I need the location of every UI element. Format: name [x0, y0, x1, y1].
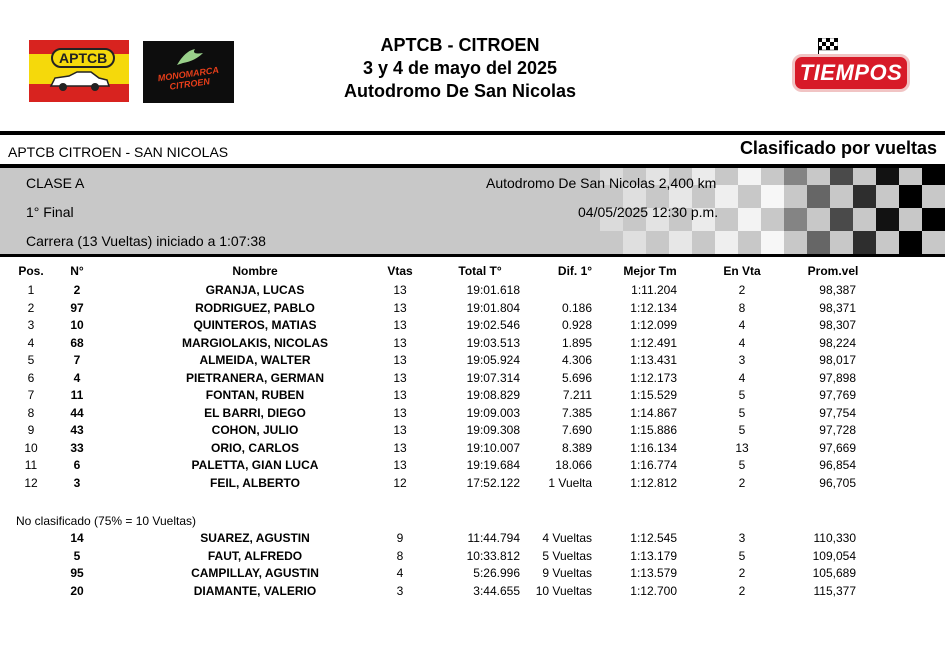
table-row — [0, 336, 945, 353]
cell-total-time: 10:33.812 — [466, 548, 520, 563]
cell-laps: 13 — [393, 353, 407, 367]
cell-on-lap: 5 — [738, 423, 746, 437]
checker-square — [784, 168, 807, 185]
divider-top — [0, 131, 945, 135]
cell-driver-name: SUAREZ, AGUSTIN — [200, 531, 310, 545]
cell-num: 33 — [70, 440, 84, 455]
cell-diff: 8.389 — [561, 440, 592, 455]
table-row — [0, 584, 945, 601]
checker-square — [807, 185, 830, 208]
cell-laps: 3 — [396, 583, 404, 598]
circuit-info: Autodromo De San Nicolas 2,400 km — [486, 175, 717, 191]
cell-total-time: 19:19.684 — [466, 458, 520, 472]
checker-square — [761, 231, 784, 254]
cell-on-lap: 2 — [738, 283, 746, 297]
cell-avg-speed: 97,669 — [819, 440, 856, 455]
race-datetime: 04/05/2025 12:30 p.m. — [578, 204, 719, 220]
cell-pos: 2 — [27, 300, 35, 315]
race-info: Carrera (13 Vueltas) iniciado a 1:07:38 — [26, 233, 266, 249]
cell-best-lap: 1:16.774 — [630, 458, 677, 472]
header-title-line3: Autodromo De San Nicolas — [343, 81, 577, 101]
cell-driver-name: RODRIGUEZ, PABLO — [195, 300, 315, 315]
cell-total-time: 19:01.618 — [466, 283, 520, 297]
cell-laps: 13 — [393, 388, 407, 402]
cell-on-lap: 4 — [738, 318, 746, 332]
cell-avg-speed: 115,377 — [813, 583, 856, 598]
table-row — [0, 371, 945, 388]
cell-driver-name: COHON, JULIO — [211, 423, 299, 437]
cell-num: 11 — [70, 388, 84, 402]
cell-laps: 13 — [393, 440, 407, 455]
cell-num: 68 — [70, 335, 84, 350]
cell-pos: 9 — [27, 423, 35, 437]
cell-total-time: 19:08.829 — [466, 388, 520, 402]
cell-diff: 5 Vueltas — [542, 548, 592, 563]
cell-on-lap: 2 — [738, 475, 746, 490]
cell-driver-name: EL BARRI, DIEGO — [204, 405, 306, 420]
cell-pos: 5 — [27, 353, 35, 367]
cell-total-time: 17:52.122 — [466, 475, 520, 490]
event-subtitle: APTCB CITROEN - SAN NICOLAS — [8, 144, 229, 160]
cell-avg-speed: 97,728 — [819, 423, 856, 437]
col-header-laps: Vtas — [387, 264, 413, 278]
table-row — [0, 549, 945, 566]
cell-laps: 13 — [393, 405, 407, 420]
cell-best-lap: 1:13.579 — [630, 566, 677, 580]
cell-laps: 13 — [393, 335, 407, 350]
divider-bottom — [0, 254, 945, 257]
cell-total-time: 19:01.804 — [466, 300, 520, 315]
table-row — [0, 531, 945, 548]
cell-diff: 10 Vueltas — [535, 583, 592, 598]
cell-driver-name: GRANJA, LUCAS — [205, 283, 305, 297]
cell-avg-speed: 97,754 — [819, 405, 856, 420]
cell-avg-speed: 98,387 — [819, 283, 856, 297]
table-row — [0, 388, 945, 405]
cell-on-lap: 5 — [738, 458, 746, 472]
table-row — [0, 441, 945, 458]
event-name: 1° Final — [26, 204, 74, 220]
cell-num: 20 — [70, 583, 84, 598]
tiempos-logo-text: TIEMPOS — [799, 60, 903, 85]
checker-square — [830, 168, 853, 185]
cell-avg-speed: 96,705 — [819, 475, 856, 490]
cell-num: 6 — [73, 458, 81, 472]
cell-diff: 9 Vueltas — [542, 566, 592, 580]
cell-num: 5 — [73, 548, 81, 563]
checker-square — [899, 231, 922, 254]
col-header-diff: Dif. 1° — [557, 264, 593, 278]
checker-square — [922, 208, 945, 231]
cell-avg-speed: 98,017 — [819, 353, 856, 367]
cell-pos: 1 — [27, 283, 35, 297]
cell-driver-name: FAUT, ALFREDO — [207, 548, 303, 563]
class-name: CLASE A — [26, 175, 85, 191]
cell-diff: 0.928 — [561, 318, 592, 332]
cell-pos: 10 — [24, 440, 38, 455]
table-row — [0, 353, 945, 370]
cell-diff: 7.211 — [562, 388, 592, 402]
cell-on-lap: 3 — [738, 531, 746, 545]
cell-avg-speed: 109,054 — [812, 548, 856, 563]
cell-best-lap: 1:12.545 — [630, 531, 677, 545]
cell-num: 2 — [73, 283, 81, 297]
cell-driver-name: ORIO, CARLOS — [210, 440, 299, 455]
col-header-avg-speed: Prom.vel — [807, 264, 859, 278]
cell-avg-speed: 98,224 — [819, 335, 856, 350]
cell-total-time: 11:44.794 — [467, 531, 520, 545]
cell-laps: 13 — [393, 318, 407, 332]
table-row — [0, 318, 945, 335]
cell-total-time: 5:26.996 — [473, 566, 520, 580]
cell-total-time: 3:44.655 — [473, 583, 520, 598]
cell-diff: 4.306 — [561, 353, 592, 367]
cell-num: 43 — [70, 423, 84, 437]
cell-driver-name: ALMEIDA, WALTER — [199, 353, 311, 367]
cell-driver-name: PALETTA, GIAN LUCA — [191, 458, 319, 472]
cell-total-time: 19:03.513 — [466, 335, 520, 350]
cell-best-lap: 1:12.099 — [630, 318, 677, 332]
cell-best-lap: 1:13.179 — [630, 548, 677, 563]
cell-laps: 8 — [396, 548, 404, 563]
sort-label: Clasificado por vueltas — [739, 138, 937, 158]
cell-best-lap: 1:12.491 — [630, 335, 677, 350]
cell-driver-name: CAMPILLAY, AGUSTIN — [191, 566, 319, 580]
cell-on-lap: 2 — [738, 566, 746, 580]
cell-best-lap: 1:11.204 — [631, 283, 677, 297]
cell-total-time: 19:10.007 — [466, 440, 520, 455]
table-row — [0, 476, 945, 493]
table-row — [0, 458, 945, 475]
checker-square — [807, 231, 830, 254]
cell-on-lap: 5 — [738, 548, 746, 563]
cell-avg-speed: 97,769 — [819, 388, 856, 402]
cell-avg-speed: 96,854 — [819, 458, 856, 472]
cell-laps: 13 — [393, 458, 407, 472]
cell-on-lap: 13 — [735, 440, 749, 455]
cell-total-time: 19:09.003 — [466, 405, 520, 420]
cell-total-time: 19:09.308 — [466, 423, 520, 437]
cell-driver-name: FONTAN, RUBEN — [205, 388, 305, 402]
checker-square — [876, 208, 899, 231]
car-icon — [47, 70, 111, 92]
cell-driver-name: QUINTEROS, MATIAS — [193, 318, 317, 332]
cell-avg-speed: 105,689 — [812, 566, 856, 580]
cell-diff: 1 Vuelta — [548, 475, 592, 490]
cell-pos: 3 — [27, 318, 35, 332]
cell-diff: 7.385 — [561, 405, 592, 420]
cell-laps: 13 — [393, 300, 407, 315]
aptcb-logo-text: APTCB — [51, 48, 115, 68]
cell-avg-speed: 98,307 — [819, 318, 856, 332]
cell-laps: 12 — [393, 475, 407, 490]
table-row — [0, 406, 945, 423]
cell-diff: 18.066 — [555, 458, 592, 472]
checker-square — [738, 208, 761, 231]
cell-best-lap: 1:15.529 — [630, 388, 677, 402]
cell-num: 97 — [70, 300, 84, 315]
checker-square — [623, 231, 646, 254]
checker-square — [853, 185, 876, 208]
cell-laps: 13 — [393, 370, 407, 385]
cell-on-lap: 4 — [738, 335, 746, 350]
checker-square — [784, 208, 807, 231]
cell-pos: 6 — [27, 370, 35, 385]
cell-diff: 1.895 — [561, 335, 592, 350]
col-header-pos: Pos. — [18, 264, 44, 278]
tiempos-logo — [792, 46, 910, 92]
cell-num: 4 — [73, 370, 81, 385]
cell-on-lap: 4 — [738, 370, 746, 385]
monomarca-logo — [143, 41, 234, 103]
cell-num: 7 — [73, 353, 81, 367]
cell-best-lap: 1:12.812 — [630, 475, 677, 490]
checker-square — [669, 231, 692, 254]
cell-driver-name: DIAMANTE, VALERIO — [193, 583, 317, 598]
col-header-num: N° — [70, 264, 84, 278]
cell-avg-speed: 97,898 — [819, 370, 856, 385]
cell-on-lap: 3 — [738, 353, 746, 367]
checker-square — [761, 185, 784, 208]
table-row — [0, 566, 945, 583]
cell-laps: 4 — [396, 566, 404, 580]
cell-num: 3 — [73, 475, 81, 490]
table-row — [0, 283, 945, 300]
col-header-best-lap: Mejor Tm — [623, 264, 677, 278]
cell-laps: 13 — [393, 283, 407, 297]
checkered-flag-icon — [818, 38, 838, 54]
checker-square — [738, 168, 761, 185]
cell-on-lap: 8 — [738, 300, 746, 315]
cell-on-lap: 5 — [738, 405, 746, 420]
cell-driver-name: PIETRANERA, GERMAN — [185, 370, 324, 385]
cell-pos: 7 — [27, 388, 35, 402]
cell-driver-name: MARGIOLAKIS, NICOLAS — [182, 335, 328, 350]
cell-diff: 7.690 — [561, 423, 592, 437]
checker-square — [715, 231, 738, 254]
cell-diff: 4 Vueltas — [542, 531, 592, 545]
cell-avg-speed: 110,330 — [813, 531, 856, 545]
not-classified-label: No clasificado (75% = 10 Vueltas) — [16, 514, 196, 528]
table-row — [0, 301, 945, 318]
header-title-line2: 3 y 4 de mayo del 2025 — [362, 58, 558, 78]
checker-square — [853, 231, 876, 254]
checker-square — [922, 168, 945, 185]
cell-laps: 9 — [396, 531, 404, 545]
aptcb-logo — [29, 40, 129, 102]
cell-total-time: 19:05.924 — [466, 353, 520, 367]
cell-best-lap: 1:13.431 — [630, 353, 677, 367]
checker-square — [715, 185, 738, 208]
col-header-total: Total T° — [458, 264, 502, 278]
cell-best-lap: 1:12.173 — [630, 370, 677, 385]
cell-on-lap: 5 — [738, 388, 746, 402]
col-header-name: Nombre — [232, 264, 278, 278]
cell-on-lap: 2 — [738, 583, 746, 598]
cell-pos: 11 — [24, 458, 38, 472]
cell-best-lap: 1:15.886 — [630, 423, 677, 437]
cell-pos: 8 — [27, 405, 35, 420]
col-header-on-lap: En Vta — [723, 264, 761, 278]
cell-pos: 4 — [27, 335, 35, 350]
cell-avg-speed: 98,371 — [819, 300, 856, 315]
monomarca-logo-text: MONOMARCA CITROEN — [157, 64, 220, 92]
cell-total-time: 19:07.314 — [466, 370, 520, 385]
cell-best-lap: 1:12.700 — [630, 583, 677, 598]
checker-square — [876, 168, 899, 185]
cell-best-lap: 1:12.134 — [630, 300, 677, 315]
cell-num: 95 — [70, 566, 84, 580]
cell-num: 14 — [70, 531, 84, 545]
cell-best-lap: 1:16.134 — [630, 440, 677, 455]
table-row — [0, 423, 945, 440]
cell-driver-name: FEIL, ALBERTO — [210, 475, 300, 490]
cell-diff: 0.186 — [561, 300, 592, 315]
cell-laps: 13 — [393, 423, 407, 437]
cell-diff: 5.696 — [561, 370, 592, 385]
cell-pos: 12 — [24, 475, 38, 490]
cell-num: 44 — [70, 405, 84, 420]
header-title-line1: APTCB - CITROEN — [380, 35, 540, 55]
cell-num: 10 — [70, 318, 84, 332]
checker-square — [899, 185, 922, 208]
checker-square — [830, 208, 853, 231]
cell-total-time: 19:02.546 — [466, 318, 520, 332]
cell-best-lap: 1:14.867 — [630, 405, 677, 420]
